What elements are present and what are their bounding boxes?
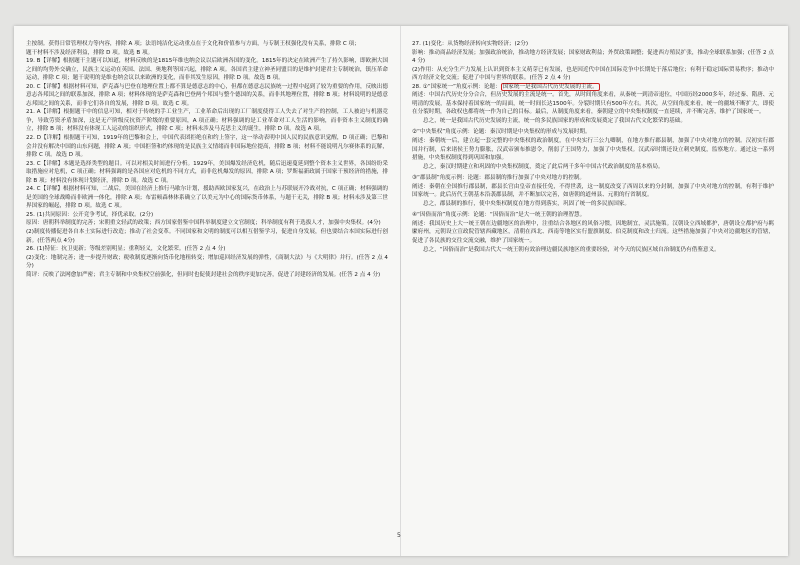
paragraph-text: (2)制度传播促进各自本土实际进行改造；推动了社会变革。不同国家和文明的制度可以相互借鉴学习，促进自身发展，但也要结合本国实际进行创新。(任答两点 4分) <box>26 229 388 244</box>
paragraph-text: 23. C【详解】本题是选择类型的题目。可以对相关时间进行分析。1929年，美国爆发经济危机，随后迅速蔓延到整个资本主义世界，各国纷纷采取措施应对危机，C 项正确；材料强调的是各国应对危机的不同方式，而非危机爆发的原因，排除 A 项；罗斯福新政属于国家干预经济的措施，排除 B 项；材料没有体现计划经济，排除 D 项。故选 C 项。 <box>26 160 388 184</box>
answer-paragraph <box>412 128 774 137</box>
answer-paragraph <box>412 83 774 92</box>
answer-paragraph <box>26 254 388 271</box>
paragraph-text: ④“因俗而治”角度示例：论题：“因俗而治”是大一统王朝的治理智慧。 <box>412 212 586 219</box>
answer-paragraph <box>26 219 388 228</box>
answer-paragraph <box>412 66 774 83</box>
answer-paragraph <box>412 246 774 255</box>
answer-paragraph <box>26 49 388 58</box>
answer-paragraph <box>26 211 388 220</box>
paragraph-text: 20. C【详解】根据材料可知，萨克森与巴登在地理位置上都不算是德意志的中心，但都在德意志民族统一过程中起到了较为重要的作用，反映出德意志各邦国之间的联系加深，排除 A 项；材料体现的是萨克森和巴登两个邦国与整个德国的关系，而非其地理位置，排除 B 项；材料说明的是德意志邦国之间的关系，而非它们各自的发展，排除 D 项。故选 C 项。 <box>26 83 388 107</box>
paragraph-text: 25. (1)共同原因：公开竞争考试，择优录取。(2分) <box>26 211 154 218</box>
answer-paragraph <box>26 160 388 186</box>
paragraph-text: 影响：推动商品经济发展；加强政治统治，推动地方经济发展；国家财政利益；外贸政策调整；促进西方殖民扩张，推动全球联系加强；(任答 2 点 4 分) <box>412 49 774 65</box>
answer-paragraph <box>412 40 774 49</box>
paragraph-text: (2)变化：地制完善；进一步提升财政；税收制度逐渐向货币化地租转变；增加巡回经济发展的弹性，《商制大法》与《大明律》并行。(任答 2 点 4 分) <box>26 254 388 270</box>
answer-paragraph <box>26 271 388 280</box>
paragraph-text: 总之，统一是我国古代历史发展的主流，统一的多民族国家的形成和发展奠定了我国古代文化繁荣的基础。 <box>423 117 686 124</box>
answer-paragraph <box>412 200 774 209</box>
paragraph-text: (2)作用：从充分生产力发展上认识到资本主义萌芽已有发展，也是因近代中国在国际竞争中长期处于落后地位；有利于稳定国际贸易秩序；推动中西方经济文化交流；促进了中国与世界的联系。(任答 2 点 4 分) <box>412 66 774 82</box>
paragraph-text: 简评：反映了法网愈加严密；君主专制和中央集权空前强化，但同时也促使封建社会的秩序更加完善，促进了封建经济的发展。(任答 2 点 4 分) <box>26 271 381 278</box>
paragraph-text: 24. C【详解】根据材料可知，二战后，美国在经济上推行马歇尔计划，援助西欧国家复兴，在政治上与苏联展开冷战对抗，C 项正确；材料强调的是美国的全球战略而非欧洲一体化，排除 A 项；布雷顿森林体系确立了以美元为中心的国际货币体系，与题干无关，排除 B 项；材料未涉及第三世界国家的崛起，排除 D 项。故选 C 项。 <box>26 186 388 210</box>
page-fold <box>400 26 401 556</box>
answer-paragraph <box>26 40 388 49</box>
paragraph-text: 总之，秦汉时期建立和巩固的中央集权制度，奠定了此后两千多年中国古代政治制度的基本格局。 <box>423 163 664 170</box>
paragraph-text: 阐述：我国历史上大一统王朝在边疆地区的治理中，注重结合各地区的风俗习惯，因地制宜，灵活施策。汉朝设立西域都护，唐朝设立都护府与羁縻府州，元朝设立宣政院管辖西藏地区，清朝在西北、西南等地区实行盟旗制度、伯克制度和改土归流。这些措施加强了中央对边疆地区的管辖，促进了各民族的交往交流交融，维护了国家统一。 <box>412 220 774 245</box>
paragraph-text: 26. (1)特征：抗卫更新；等级差别明显；重利轻义，文化繁荣。(任答 2 点 4 分) <box>26 246 226 253</box>
paragraph-text: 主按制。获得日常管理权力等内容，排除 A 项；法语纯洁化运动重点在于文化和价值参与方面，与专制王权强化没有关系，排除 C 项； <box>26 41 360 47</box>
document-sheet <box>14 26 788 556</box>
answer-paragraph <box>26 245 388 254</box>
answer-paragraph <box>26 108 388 134</box>
paragraph-text: 原因：唐朝科举制度的完善；宋朝重文轻武的政策；西方国家借鉴中国科举制度建立文官制度；科举制度有利于选拔人才，加强中央集权。(4分) <box>26 220 381 227</box>
answer-paragraph <box>26 185 388 211</box>
answer-paragraph <box>26 228 388 245</box>
answer-paragraph <box>412 174 774 183</box>
page-number: 5 <box>397 532 401 539</box>
answer-paragraph <box>412 91 774 117</box>
answer-paragraph <box>26 134 388 160</box>
paragraph-text: 总之，“因俗而治”是我国古代大一统王朝有效治理边疆民族地区的重要经验，对今天的民族区域自治制度仍有借鉴意义。 <box>423 246 720 253</box>
paragraph-text: 22. D【详解】根据题干可知，1919年的巴黎和会上，中国代表团拒绝在和约上签字，这一举动表明中国人民的民族意识觉醒，D 项正确；巴黎和会并没有解决中国的山东问题，排除 A 项；中国拒签和约体现的是民族主义情绪而非国际地位提高，排除 B 项；材料不能说明凡尔赛体系的瓦解，排除 C 项。故选 D 项。 <box>26 135 388 159</box>
paragraph-text: 总之，郡县制的推行，使中央集权制度在地方得到落实，巩固了统一的多民族国家。 <box>423 200 630 207</box>
left-answer-column <box>26 40 388 545</box>
answer-paragraph <box>26 57 388 83</box>
paragraph-text: 28. ①“国家统一”角度示例：论题： <box>412 83 501 90</box>
paragraph-text: 27. (1)变化：从货物经济转向实物经济；(2分) <box>412 41 529 47</box>
paragraph-text: 阐述：秦朝在全国推行郡县制，郡县长官由皇帝直接任免，不得世袭，这一制度改变了西周以来的分封制，加强了中央对地方的控制，有利于维护国家统一。此后历代王朝基本沿袭郡县制，并不断加以完善，如唐朝的道州县、元朝的行省制度。 <box>412 183 774 199</box>
answer-paragraph <box>412 137 774 163</box>
paragraph-text: ③“郡县制”角度示例：论题：郡县制的推行加强了中央对地方的控制。 <box>412 175 586 182</box>
paragraph-text: 19. B【详解】根据题干主题可以知道，材料反映的是1815年维也纳会议以后欧洲各国的变化。1815年的决定在欧洲产生了持久影响，即欧洲大国之间的均势外交确立，民族主义运动在英国、法国、奥地利等国兴起，排除 A 项。各国君主建立神圣同盟目的是维护封建君主专制统治，镇压革命运动，排除 C 项；题干说明的是维也纳会议以来欧洲的变化，而非其发生原因，排除 D 项。故选 B 项。 <box>26 58 388 82</box>
paragraph-text: ②“中央集权”角度示例：论题：秦汉时期是中央集权的形成与发展时期。 <box>412 129 591 136</box>
paragraph-text: 阐述：中国古代历史分分合合，但历史发展的主流是统一。首先，从时间角度来看，从秦统一到清帝退位，中国历经2000多年，经过秦、隋唐、元明清的发展，基本保持着国家统一的局面，统一时间长达1500年。分裂时期只有500年左右。其次，从空间角度来看，统一的疆域不断扩大，即使在分裂时期，各政权也都将统一作为自己的目标。最后，从制度角度来看，秦朝建立的中央集权制度一直延续，并不断完善，维护了国家统一。 <box>412 92 774 116</box>
answer-paragraph <box>26 83 388 109</box>
paragraph-text: 阐述：秦朝统一后，建立起一套完整的中央集权的政治制度，在中央实行三公九卿制，在地方推行郡县制，加强了中央对地方的控制。汉初实行郡国并行制，后来诸侯王势力膨胀，汉武帝颁布推恩令，削弱了王国势力，加强了中央集权。汉武帝时期还设立刺史制度，监察地方。通过这一系列措施，中央集权制度得到巩固和加强。 <box>412 138 774 162</box>
paragraph-text: 题干材料不涉及经济利益，排除 D 项。故选 B 项。 <box>26 49 154 56</box>
answer-paragraph <box>412 117 774 126</box>
highlighted-thesis: 国家统一是我国古代历史发展的主流。 <box>502 83 598 90</box>
answer-paragraph <box>412 49 774 66</box>
answer-paragraph <box>412 183 774 200</box>
right-answer-column <box>412 40 774 545</box>
answer-paragraph <box>412 220 774 246</box>
paragraph-text: 21. A【详解】根据题干中的信息可知，相对于传统的手工业生产，工业革命后出现的工厂制度使得工人失去了对生产的控制，工人被迫与机器竞争，导致劳资矛盾加深，这是无产阶级反抗资产阶级的重要原因，A 项正确；材料强调的是工业革命对工人生活的影响，而非资本主义制度的确立，排除 B 项；材料没有体现工人运动的组织形式，排除 C 项；材料未涉及马克思主义的诞生，排除 D 项。故选 A 项。 <box>26 109 388 133</box>
answer-paragraph <box>412 163 774 172</box>
answer-paragraph <box>412 211 774 220</box>
